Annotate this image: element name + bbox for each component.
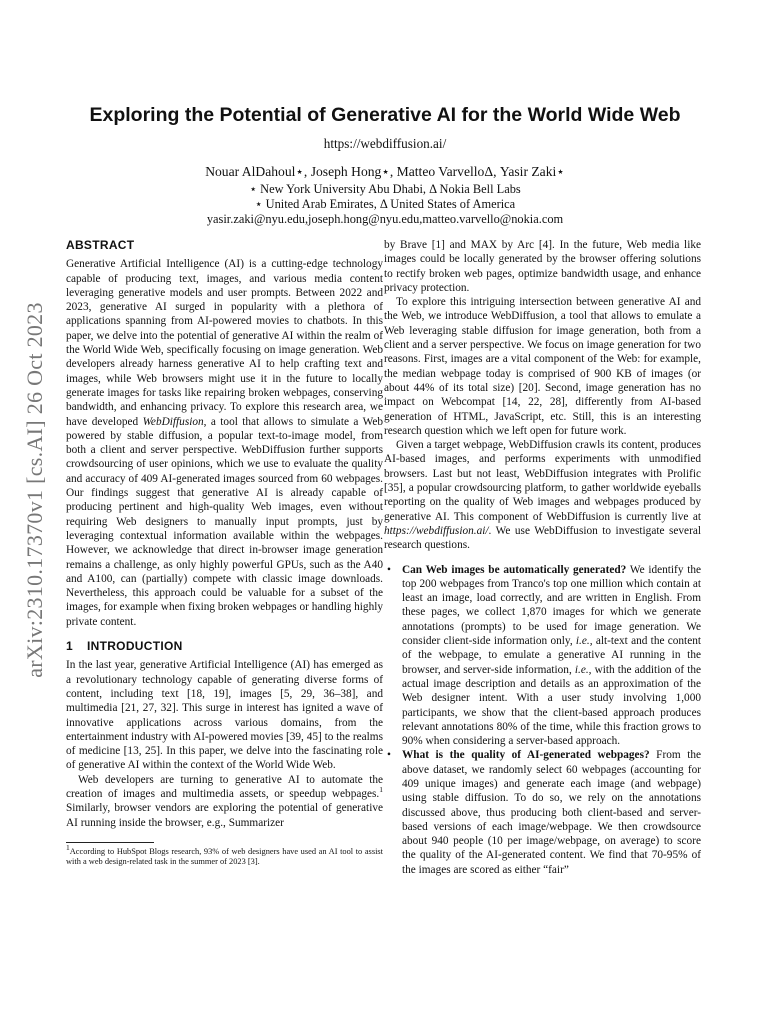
intro-paragraph-2: Web developers are turning to generative AI to automate the creation of images and multimedia assets, or speedup webpages.$^1$ Similarly, browser vendors are exploring the potential of generative AI running inside the browser, e.g., Summarizer bbox=[66, 773, 383, 829]
research-question: Can Web images be automatically generated? bbox=[402, 563, 627, 576]
left-column bbox=[66, 238, 383, 867]
author-emails: yasir.zaki@nyu.edu,joseph.hong@nyu.edu,matteo.varvello@nokia.com bbox=[206, 212, 564, 226]
affiliation-line-2: ⋆ United Arab Emirates, Δ United States of America bbox=[254, 197, 516, 211]
abstract-text: Generative Artificial Intelligence (AI) is a cutting-edge technology capable of producing text, images, and various media content leveraging generative models and user prompts. Between 2022 and 2023, generative AI surged in popularity with a plethora of applications spanning from AI-powered movies to chatbots. In this paper, we delve into the potential of generative AI within the realm of the World Wide Web, specifically focusing on image generation. Web developers already harness generative AI to help crafting text and images, while Web browsers might use it in the future to locally generate images for tasks like repairing broken webpages, conserving bandwidth, and enhancing privacy. To explore this research area, we have developed WebDiffusion, a tool that allows to simulate a Web powered by stable diffusion, a popular text-to-image model, from both a client and server perspective. WebDiffusion further supports crowdsourcing of user opinions, which we use to evaluate the quality and accuracy of 409 AI-generated images sourced from 60 webpages. Our findings suggest that generative AI is already capable of producing pertinent and high-quality Web images, even without requiring Web designers to manually input prompts, just by leveraging contextual information available within the webpages. However, we acknowledge that direct in-browser image generation remains a challenge, as only highly powerful GPUs, such as the A40 and A100, can (partially) compete with classic image downloads. Nevertheless, this approach could be valuable for a subset of the images, for example when fixing broken webpages or handling highly private content. bbox=[66, 258, 384, 628]
list-item: • Can Web images be automatically generated? We identify the top 200 webpages from Tranco's top one million which contain at least an image, load correctly, and are written in English. From these pages, we collect 1,870 images for which we generate annotations (prompts) to be used for image generation. We consider client-side information only, i.e., alt-text and the content of the webpage, to emulate a generative AI running in the browser, and server-side information, i.e., with the addition of the actual image description and details as an approximation of the Web designer intent. With a user study involving 1,000 participants, we show that the client-based approach produces relevant annotations 80% of the time, while this fraction grows to 90% when considering a server-based approach. bbox=[387, 563, 702, 748]
arxiv-identifier-text: arXiv:2310.17370v1 [cs.AI] 26 Oct 2023 bbox=[22, 302, 47, 678]
research-question: What is the quality of AI-generated webpages? bbox=[402, 749, 650, 762]
arxiv-identifier bbox=[14, 280, 56, 700]
footnote-marker[interactable]: 1 bbox=[379, 785, 383, 795]
webdiffusion-link[interactable]: https://webdiffusion.ai/ bbox=[384, 524, 489, 537]
affiliation-line-1: ⋆ New York University Abu Dhabi, Δ Nokia Bell Labs bbox=[249, 182, 521, 196]
list-item: • What is the quality of AI-generated webpages? From the above dataset, we randomly select 60 webpages (accounting for 409 unique images) and generate each image (and webpage) using stable diffusion. To do so, we rely on the annotations discussed above, thus producing both client-based and server-based versions of each image/webpage. We then crowdsource about 940 people (10 per image/webpage, on average) to score the quality of the AI-generated content. We find that 70-95% of the images are scored as either “fair” bbox=[387, 749, 701, 876]
intro-paragraph-1: In the last year, generative Artificial Intelligence (AI) has emerged as a revolutionary technology capable of generating diverse forms of content, including text [18, 19], images [5, 29, 36–38], and multimedia [21, 27, 32]. This surge in interest has ignited a wave of innovative applications across various domains, from the entertainment industry with AI-powered movies [39, 45] to the realms of medicine [13, 25]. In this paper, we delve into the fascinating role of generative AI within the context of the World Wide Web. bbox=[66, 659, 383, 772]
bullet-icon: • bbox=[387, 749, 391, 762]
right-paragraph-3: Given a target webpage, WebDiffusion crawls its content, produces AI-based images, and performs experiments with unmodified browsers. Last but not least, WebDiffusion integrates with Prolific [35], a popular crowdsourcing platform, to gather worldwide eyeballs reporting on the quality of Web images and webpages produced by generative AI. This component of WebDiffusion is currently live at https://webdiffusion.ai/. We use WebDiffusion to investigate several research questions. bbox=[384, 439, 701, 552]
section-title: INTRODUCTION bbox=[86, 639, 183, 654]
bullet-icon: • bbox=[387, 563, 391, 576]
right-column bbox=[384, 238, 701, 877]
right-paragraph-2: To explore this intriguing intersection between generative AI and the Web, we introduce WebDiffusion, a tool that allows to emulate a Web leveraging stable diffusion for image generation, both from a client and a server perspective. We focus on image generation for two reasons. First, images are a vital component of the Web: for example, the median webpage today is comprised of 900 KB of images (or about 44% of its total size) [20]. Second, image generation has no impact on Webcompat [14, 22, 28], differently from AI-based generation of HTML, JavaScript, etc. Still, this is an interesting research question which we left open for future work. bbox=[384, 296, 701, 437]
abstract-heading: ABSTRACT bbox=[66, 238, 135, 252]
introduction-heading bbox=[66, 639, 383, 653]
footnote: $^1$According to HubSpot Blogs research, 93% of web designers have used an AI tool to assist with a web design-related task in the summer of 2023 [3]. bbox=[66, 843, 383, 867]
tool-name-emphasis: WebDiffusion bbox=[142, 415, 204, 428]
author-list: Nouar AlDahoul⋆, Joseph Hong⋆, Matteo VarvelloΔ, Yasir Zaki⋆ bbox=[205, 164, 565, 179]
research-questions-list bbox=[384, 563, 701, 878]
footnote-divider bbox=[66, 842, 154, 843]
paper-title: Exploring the Potential of Generative AI for the World Wide Web bbox=[89, 104, 681, 126]
right-paragraph-1: by Brave [1] and MAX by Arc [4]. In the future, Web media like images could be locally generated by the browser offering solutions to rectify broken web pages, optimize bandwidth usage, and enhance privacy protection. bbox=[384, 239, 701, 294]
project-url[interactable]: https://webdiffusion.ai/ bbox=[323, 136, 447, 151]
section-number: 1 bbox=[66, 639, 73, 654]
